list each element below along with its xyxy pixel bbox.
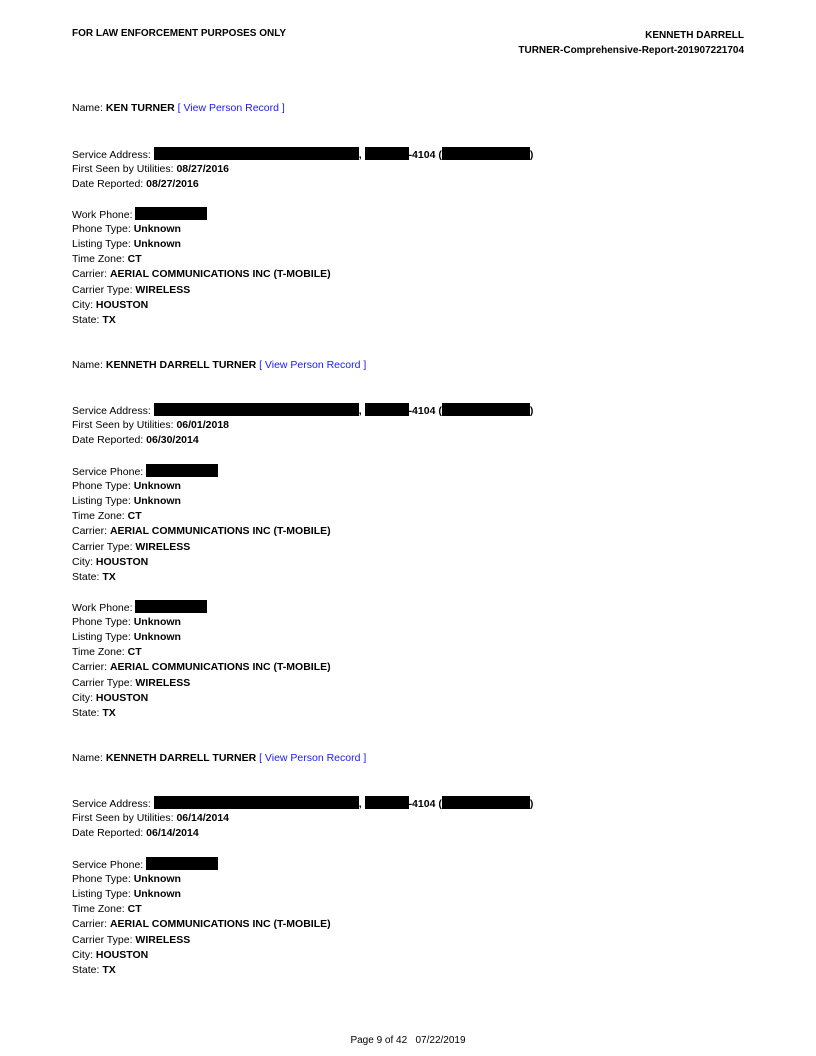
field-label: Carrier Type: <box>72 676 133 689</box>
close-paren: ) <box>529 798 534 810</box>
person-name: KENNETH DARRELL TURNER <box>105 752 257 764</box>
state-value: TX <box>102 963 116 976</box>
field-label: Phone Type: <box>72 223 131 236</box>
field-label: Listing Type: <box>72 495 131 508</box>
field-label: Time Zone: <box>72 903 125 916</box>
view-person-record-link[interactable]: [ View Person Record ] <box>259 359 367 371</box>
redacted-phone-number <box>135 600 207 613</box>
field-label: Carrier: <box>72 268 108 281</box>
phone-line <box>72 207 207 222</box>
field-label: Phone Type: <box>72 480 131 493</box>
carrier-type-line <box>72 933 190 948</box>
redacted-county <box>442 147 530 160</box>
field-label: Service Address: <box>72 405 151 417</box>
field-label: City: <box>72 691 93 704</box>
field-label: Work Phone: <box>72 602 133 614</box>
field-label: City: <box>72 298 93 311</box>
carrier-type-value: WIRELESS <box>135 933 191 946</box>
state-line <box>72 706 116 721</box>
page-footer <box>0 1035 816 1046</box>
listing-type-value: Unknown <box>133 495 181 508</box>
carrier-value: AERIAL COMMUNICATIONS INC (T-MOBILE) <box>109 525 331 538</box>
field-label: State: <box>72 313 100 326</box>
time-zone-value: CT <box>127 510 142 523</box>
phone-line <box>72 464 218 479</box>
redacted-street <box>154 796 359 809</box>
redacted-street <box>154 147 359 160</box>
carrier-line <box>72 524 331 539</box>
redacted-zip <box>365 403 409 416</box>
city-line <box>72 298 148 313</box>
state-value: TX <box>102 313 116 326</box>
field-label: Time Zone: <box>72 253 125 266</box>
phone-type-line <box>72 222 181 237</box>
record-name-line <box>72 751 366 766</box>
report-file-name: TURNER-Comprehensive-Report-201907221704 <box>518 45 744 56</box>
redacted-county <box>442 796 530 809</box>
time-zone-value: CT <box>127 903 142 916</box>
address-comma: , <box>358 798 362 810</box>
first-seen-value: 06/01/2018 <box>176 419 230 432</box>
carrier-type-value: WIRELESS <box>135 676 191 689</box>
phone-line <box>72 857 218 872</box>
city-line <box>72 691 148 706</box>
state-value: TX <box>102 570 116 583</box>
report-subject-name: KENNETH DARRELL <box>645 30 744 41</box>
address-comma: , <box>358 405 362 417</box>
listing-type-line <box>72 237 181 252</box>
field-label: First Seen by Utilities: <box>72 812 174 825</box>
phone-type-value: Unknown <box>133 616 181 629</box>
person-name: KENNETH DARRELL TURNER <box>105 359 257 371</box>
close-paren: ) <box>529 149 534 161</box>
carrier-line <box>72 660 331 675</box>
service-address-line <box>72 796 533 811</box>
listing-type-value: Unknown <box>133 631 181 644</box>
zip-suffix: -4104 ( <box>408 798 442 810</box>
first-seen-line <box>72 811 229 826</box>
first-seen-line <box>72 162 229 177</box>
carrier-value: AERIAL COMMUNICATIONS INC (T-MOBILE) <box>109 268 331 281</box>
first-seen-line <box>72 418 229 433</box>
field-label: Date Reported: <box>72 434 144 447</box>
listing-type-value: Unknown <box>133 888 181 901</box>
phone-type-line <box>72 615 181 630</box>
address-comma: , <box>358 149 362 161</box>
field-label: First Seen by Utilities: <box>72 419 174 432</box>
report-date: 07/22/2019 <box>415 1035 466 1046</box>
date-reported-value: 06/30/2014 <box>146 434 199 447</box>
close-paren: ) <box>529 405 534 417</box>
time-zone-value: CT <box>127 646 142 659</box>
field-label: Name: <box>72 102 103 114</box>
record-name-line <box>72 358 366 373</box>
city-value: HOUSTON <box>95 691 149 704</box>
listing-type-value: Unknown <box>133 238 181 251</box>
listing-type-line <box>72 630 181 645</box>
field-label: Listing Type: <box>72 888 131 901</box>
service-address-line <box>72 403 533 418</box>
date-reported-line <box>72 177 199 192</box>
view-person-record-link[interactable]: [ View Person Record ] <box>177 102 285 114</box>
carrier-value: AERIAL COMMUNICATIONS INC (T-MOBILE) <box>109 661 331 674</box>
field-label: Carrier: <box>72 918 108 931</box>
field-label: State: <box>72 706 100 719</box>
report-title-header <box>518 28 744 58</box>
redacted-zip <box>365 796 409 809</box>
zip-suffix: -4104 ( <box>408 405 442 417</box>
field-label: Carrier Type: <box>72 933 133 946</box>
time-zone-line <box>72 509 142 524</box>
field-label: Carrier: <box>72 525 108 538</box>
phone-type-value: Unknown <box>133 223 181 236</box>
city-value: HOUSTON <box>95 298 149 311</box>
date-reported-value: 06/14/2014 <box>146 827 199 840</box>
carrier-type-line <box>72 283 190 298</box>
field-label: Service Phone: <box>72 466 144 478</box>
field-label: First Seen by Utilities: <box>72 163 174 176</box>
carrier-value: AERIAL COMMUNICATIONS INC (T-MOBILE) <box>109 918 331 931</box>
city-line <box>72 948 148 963</box>
carrier-type-value: WIRELESS <box>135 283 191 296</box>
field-label: Listing Type: <box>72 631 131 644</box>
state-line <box>72 313 116 328</box>
zip-suffix: -4104 ( <box>408 149 442 161</box>
redacted-phone-number <box>135 207 207 220</box>
field-label: Phone Type: <box>72 616 131 629</box>
time-zone-line <box>72 645 142 660</box>
time-zone-value: CT <box>127 253 142 266</box>
field-label: Time Zone: <box>72 510 125 523</box>
field-label: Work Phone: <box>72 209 133 221</box>
field-label: Listing Type: <box>72 238 131 251</box>
person-name: KEN TURNER <box>105 102 175 114</box>
page-number: Page 9 of 42 <box>350 1035 408 1046</box>
service-address-line <box>72 147 533 162</box>
time-zone-line <box>72 252 142 267</box>
listing-type-line <box>72 887 181 902</box>
field-label: Name: <box>72 752 103 764</box>
city-value: HOUSTON <box>95 555 149 568</box>
carrier-type-line <box>72 540 190 555</box>
phone-type-line <box>72 479 181 494</box>
phone-line <box>72 600 207 615</box>
phone-type-line <box>72 872 181 887</box>
field-label: Carrier Type: <box>72 283 133 296</box>
field-label: Service Address: <box>72 149 151 161</box>
carrier-type-value: WIRELESS <box>135 540 191 553</box>
phone-type-value: Unknown <box>133 873 181 886</box>
redacted-county <box>442 403 530 416</box>
date-reported-line <box>72 826 199 841</box>
field-label: Carrier Type: <box>72 540 133 553</box>
field-label: City: <box>72 555 93 568</box>
city-value: HOUSTON <box>95 948 149 961</box>
first-seen-value: 08/27/2016 <box>176 163 230 176</box>
field-label: Time Zone: <box>72 646 125 659</box>
field-label: Service Phone: <box>72 859 144 871</box>
first-seen-value: 06/14/2014 <box>176 812 230 825</box>
field-label: State: <box>72 963 100 976</box>
state-line <box>72 963 116 978</box>
carrier-line <box>72 917 331 932</box>
field-label: Name: <box>72 359 103 371</box>
record-name-line <box>72 101 285 116</box>
redacted-phone-number <box>146 464 218 477</box>
listing-type-line <box>72 494 181 509</box>
carrier-line <box>72 267 331 282</box>
date-reported-value: 08/27/2016 <box>146 178 199 191</box>
view-person-record-link[interactable]: [ View Person Record ] <box>259 752 367 764</box>
state-line <box>72 570 116 585</box>
city-line <box>72 555 148 570</box>
redacted-zip <box>365 147 409 160</box>
carrier-type-line <box>72 676 190 691</box>
redacted-phone-number <box>146 857 218 870</box>
state-value: TX <box>102 706 116 719</box>
redacted-street <box>154 403 359 416</box>
date-reported-line <box>72 433 199 448</box>
field-label: Phone Type: <box>72 873 131 886</box>
phone-type-value: Unknown <box>133 480 181 493</box>
field-label: Service Address: <box>72 798 151 810</box>
time-zone-line <box>72 902 142 917</box>
classification-header: FOR LAW ENFORCEMENT PURPOSES ONLY <box>72 28 287 39</box>
field-label: City: <box>72 948 93 961</box>
field-label: Date Reported: <box>72 178 144 191</box>
field-label: State: <box>72 570 100 583</box>
field-label: Date Reported: <box>72 827 144 840</box>
field-label: Carrier: <box>72 661 108 674</box>
